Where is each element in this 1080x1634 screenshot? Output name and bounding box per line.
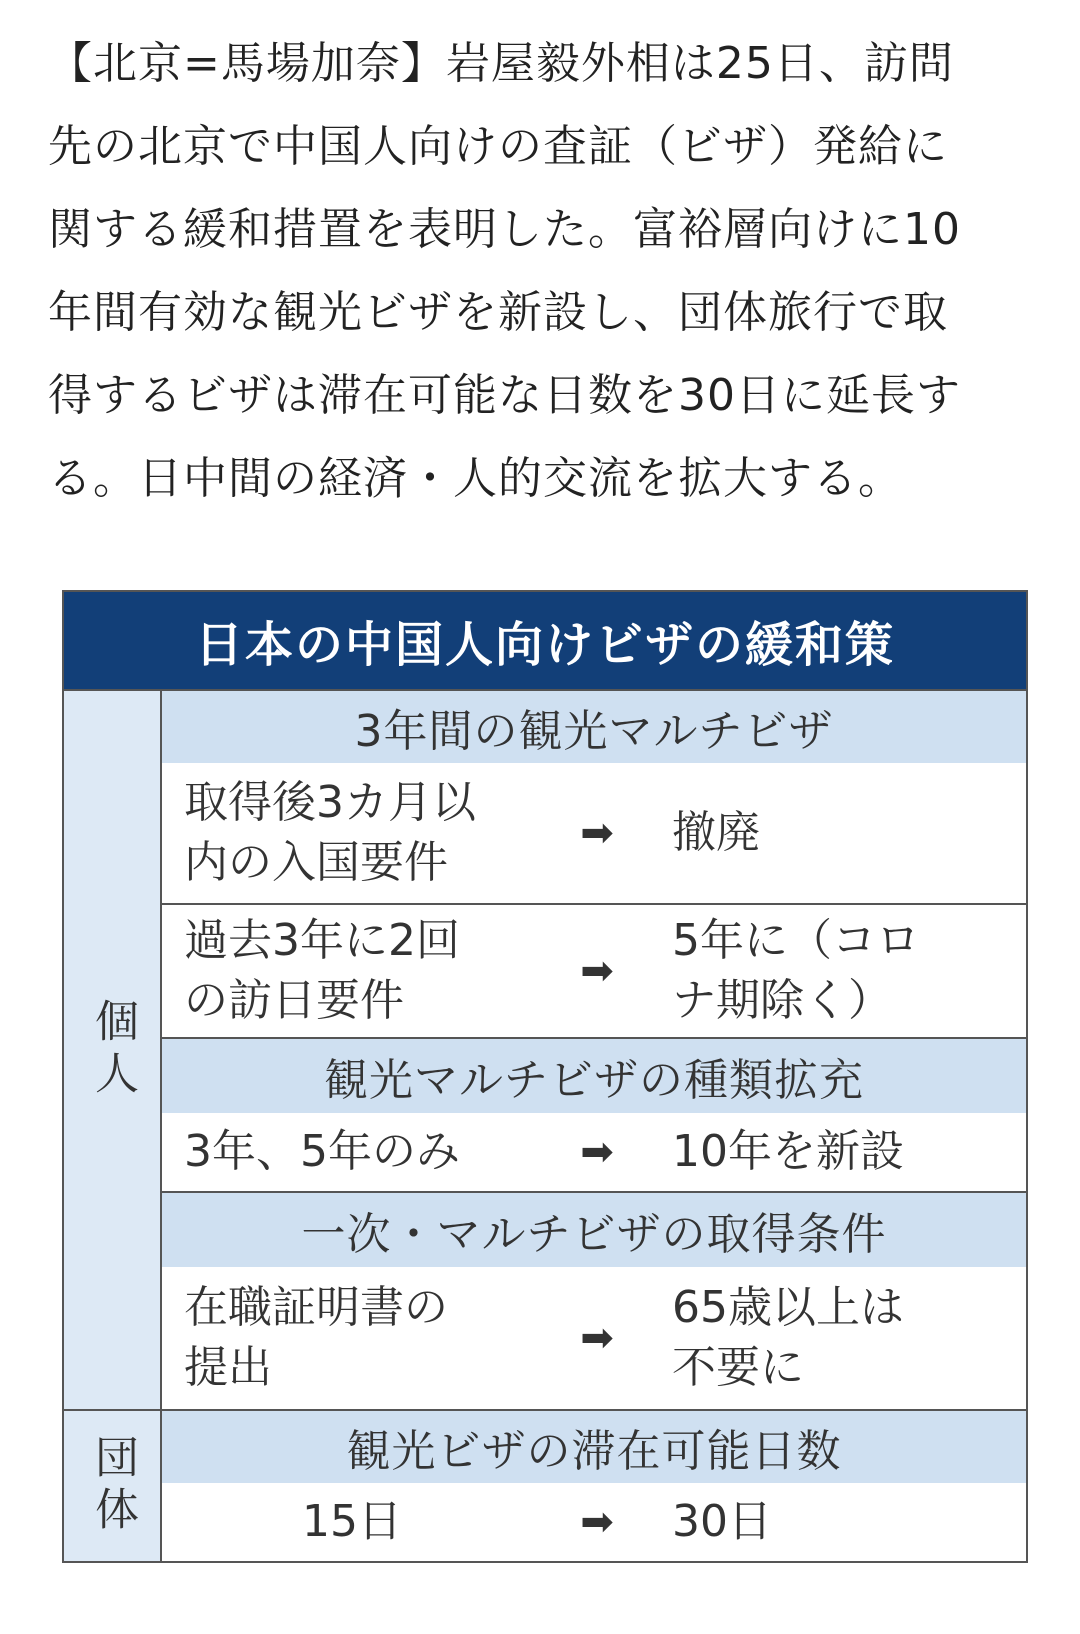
after-line: 撤廃 [672,807,760,858]
group-individual-body [162,691,1026,1409]
before-line: 内の入国要件 [184,837,448,888]
visa-easing-table [62,590,1028,1563]
arrow-icon: ➡ [580,810,614,856]
table-row [162,1267,1026,1409]
article-line: 先の北京で中国人向けの査証（ビザ）発給に [48,121,948,172]
after-cell [652,1492,1026,1552]
after-line: 65歳以上は [672,1282,904,1333]
before-line: 過去3年に2回 [184,915,460,966]
section-header: 3年間の観光マルチビザ [162,691,1026,763]
before-cell [162,1492,542,1552]
article-line: 得するビザは滞在可能な日数を30日に延長す [48,370,961,421]
table-title: 日本の中国人向けビザの緩和策 [64,592,1026,689]
before-cell [162,1122,542,1182]
table-row [162,903,1026,1037]
arrow-icon: ➡ [580,948,614,994]
table-row [162,763,1026,903]
after-cell [652,1122,1026,1182]
section-header: 観光マルチビザの種類拡充 [162,1037,1026,1113]
before-line: 在職証明書の [184,1282,448,1333]
after-cell [652,911,1026,1031]
after-line: 5年に（コロ [672,915,920,966]
section-header: 観光ビザの滞在可能日数 [162,1411,1026,1483]
article-text [48,22,1038,520]
group-label-tour: 団体 [64,1411,162,1561]
article-line: 【北京=馬場加奈】岩屋毅外相は25日、訪問 [48,38,954,89]
arrow-icon: ➡ [580,1315,614,1361]
before-line: 取得後3カ月以 [184,777,476,828]
article-line: 関する緩和措置を表明した。富裕層向けに10 [48,204,961,255]
after-line: 不要に [672,1342,804,1393]
article-line: 年間有効な観光ビザを新設し、団体旅行で取 [48,287,948,338]
before-line: 提出 [184,1342,272,1393]
after-line: 30日 [672,1496,772,1547]
before-line: 15日 [302,1496,402,1547]
before-line: の訪日要件 [184,975,404,1026]
before-cell [162,773,542,893]
group-individual [64,689,1026,1409]
section-header: 一次・マルチビザの取得条件 [162,1191,1026,1267]
before-cell [162,1278,542,1398]
group-label-individual: 個人 [64,691,162,1409]
before-line: 3年、5年のみ [184,1126,460,1177]
table-row [162,1483,1026,1561]
after-line: ナ期除く） [672,975,892,1026]
arrow-icon: ➡ [580,1499,614,1545]
article-line: る。日中間の経済・人的交流を拡大する。 [48,453,903,504]
after-cell [652,1278,1026,1398]
table-row [162,1113,1026,1191]
arrow-icon: ➡ [580,1129,614,1175]
after-cell [652,803,1026,863]
before-cell [162,911,542,1031]
group-tour [64,1409,1026,1561]
after-line: 10年を新設 [672,1126,904,1177]
group-tour-body [162,1411,1026,1561]
